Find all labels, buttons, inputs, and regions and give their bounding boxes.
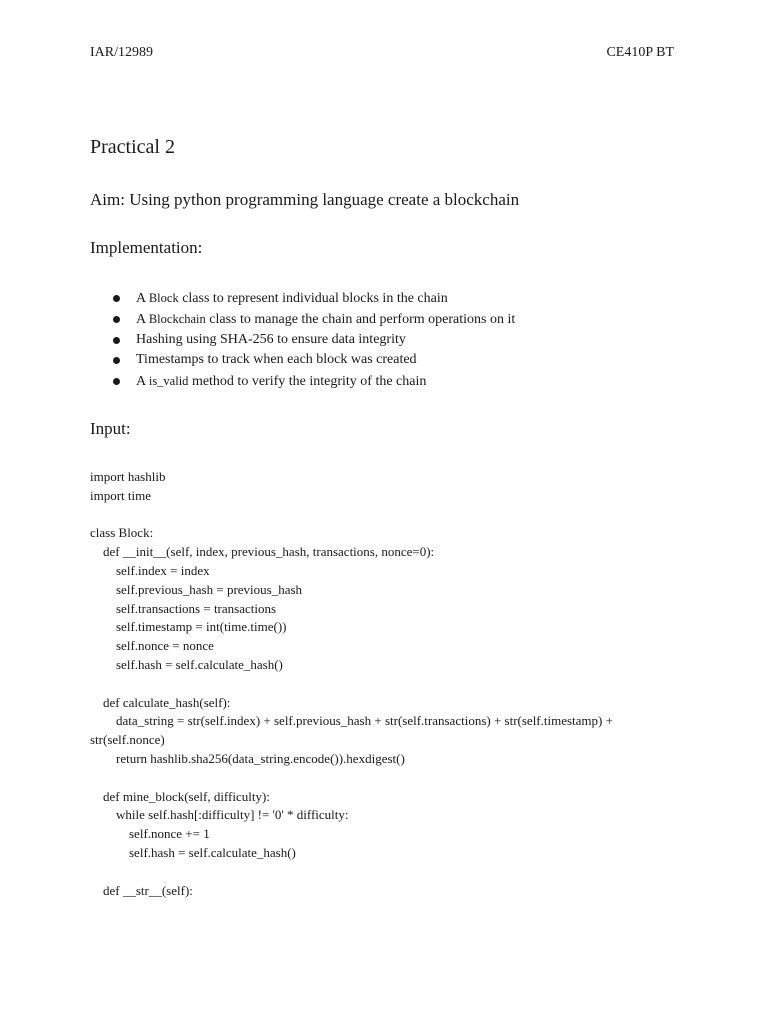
bullet-icon [113,316,120,323]
list-item-text: Timestamps to track when each block was created [136,352,417,368]
list-item-text: Hashing using SHA-256 to ensure data integrity [136,331,406,347]
aim-statement: Aim: Using python programming language create a blockchain [90,190,520,209]
bullet-icon [113,378,120,385]
implementation-list [90,288,515,392]
list-item [90,350,515,371]
code-line: def __init__(self, index, previous_hash, transactions, nonce=0): [90,544,435,560]
code-line: self.nonce = nonce [90,638,214,654]
code-line: class Block: [90,525,154,541]
code-block [90,468,690,900]
header-course-code: CE410P BT [606,45,674,60]
code-line [90,769,690,788]
list-item [90,371,515,392]
code-line: import hashlib [90,469,166,484]
code-line: data_string = str(self.index) + self.previous_hash + str(self.transactions) + str(self.timestamp) + [90,713,613,729]
code-line: self.previous_hash = previous_hash [90,581,303,597]
list-item-code: is_valid [148,374,189,388]
code-line: self.hash = self.calculate_hash() [90,656,283,672]
input-heading: Input: [90,419,131,438]
implementation-heading: Implementation: [90,238,203,257]
list-item-text: A [136,291,149,306]
bullet-icon [113,295,120,302]
list-item-code: Block [148,291,179,305]
list-item-text: A [136,374,149,389]
code-line: return hashlib.sha256(data_string.encode()).hexdigest() [90,750,405,766]
code-line [90,506,690,525]
code-line: while self.hash[:difficulty] != '0' * difficulty: [90,807,349,823]
code-line: self.timestamp = int(time.time()) [90,619,287,635]
list-item-text: method to verify the integrity of the chain [188,374,427,389]
code-line [90,863,690,882]
code-line: self.hash = self.calculate_hash() [90,844,296,860]
code-line: self.nonce += 1 [90,826,210,842]
bullet-icon [113,357,120,364]
code-line [90,675,690,694]
list-item [90,309,515,330]
list-item-text: class to represent individual blocks in the chain [178,291,448,306]
page-title: Practical 2 [90,136,175,158]
code-line: self.index = index [90,562,210,578]
list-item [90,288,515,309]
header-doc-id: IAR/12989 [90,45,153,60]
code-line: import time [90,487,152,503]
code-line: def __str__(self): [90,882,193,898]
list-item-text: A [136,311,149,327]
list-item [90,330,515,351]
code-line: def mine_block(self, difficulty): [90,788,270,804]
bullet-icon [113,337,120,344]
list-item-code: Blockchain [148,311,206,326]
code-line: str(self.nonce) [90,732,165,748]
code-line: def calculate_hash(self): [90,694,231,710]
code-line: self.transactions = transactions [90,600,277,616]
list-item-text: class to manage the chain and perform operations on it [205,311,516,327]
